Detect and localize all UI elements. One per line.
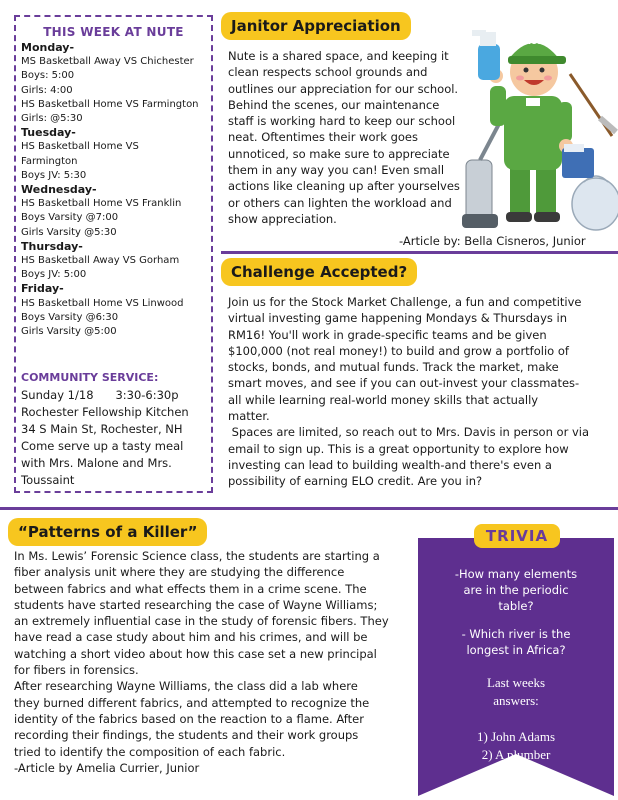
article-line: for fibers in forensics. bbox=[14, 663, 139, 678]
community-line: Rochester Fellowship Kitchen bbox=[21, 405, 189, 419]
schedule-day: Wednesday- bbox=[21, 183, 97, 197]
article-line: have read a case study about him and his crimes, and will be bbox=[14, 630, 368, 645]
cap-clean-text: Clean bbox=[520, 35, 550, 47]
article-line: $100,000 (not real money!) to build and grow a portfolio of bbox=[228, 343, 569, 358]
schedule-line: Boys JV: 5:00 bbox=[21, 269, 87, 281]
article-line: identity of the fabrics based on the reaction to a flame. After bbox=[14, 711, 364, 726]
article-line: virtual investing game happening Mondays & Thursdays in bbox=[228, 311, 568, 326]
community-line: 34 S Main St, Rochester, NH bbox=[21, 422, 183, 436]
janitor-title: Janitor Appreciation bbox=[221, 12, 411, 40]
article-line: investing can lead to building wealth-and there's even a bbox=[228, 457, 552, 472]
article-line: clean respects school grounds and bbox=[228, 65, 428, 80]
janitor-byline: -Article by: Bella Cisneros, Junior bbox=[399, 234, 586, 248]
challenge-article-text bbox=[228, 294, 614, 490]
trivia-title: TRIVIA bbox=[474, 524, 560, 548]
article-line: Behind the scenes, our maintenance bbox=[228, 97, 440, 112]
article-line: Spaces are limited, so reach out to Mrs. Davis in person or via bbox=[228, 425, 590, 440]
schedule-day: Friday- bbox=[21, 282, 64, 296]
article-line: watching a short video about how this case set a new principal bbox=[14, 646, 377, 661]
trivia-panel bbox=[418, 518, 614, 796]
last-weeks-answers bbox=[434, 728, 598, 764]
schedule-line: Girls Varsity @5:00 bbox=[21, 326, 117, 338]
trivia-line: answers: bbox=[493, 693, 539, 708]
article-line: unnoticed, so make sure to appreciate bbox=[228, 146, 450, 161]
community-line: Toussaint bbox=[21, 473, 75, 487]
schedule-line: HS Basketball Away VS Gorham bbox=[21, 255, 180, 267]
janitor-illustration bbox=[460, 14, 618, 232]
article-line: tried to identify the composition of each fabric. bbox=[14, 744, 286, 759]
schedule-line: Boys JV: 5:30 bbox=[21, 169, 87, 181]
schedule-list bbox=[21, 41, 211, 339]
schedule-line: HS Basketball Home VS bbox=[21, 141, 139, 153]
article-line: outlines our appreciation for our school. bbox=[228, 81, 459, 96]
schedule-line: Boys Varsity @6:30 bbox=[21, 311, 119, 323]
divider-line bbox=[0, 507, 618, 510]
article-line: an extremely influential case in the study of forensic fibers. They bbox=[14, 614, 389, 629]
community-line: with Mrs. Malone and Mrs. bbox=[21, 456, 172, 470]
this-week-sidebar bbox=[14, 15, 213, 493]
trivia-line: -How many elements bbox=[454, 567, 578, 581]
trivia-line: - Which river is the bbox=[461, 627, 571, 641]
schedule-line: HS Basketball Home VS Linwood bbox=[21, 297, 184, 309]
community-service-details bbox=[21, 387, 211, 489]
article-line: students have started researching the case of Wayne Williams; bbox=[14, 597, 378, 612]
article-line: In Ms. Lewis’ Forensic Science class, the students are starting a bbox=[14, 549, 380, 563]
article-line: fiber analysis unit where they are studying the difference bbox=[14, 565, 345, 580]
article-line: show appreciation. bbox=[228, 211, 337, 226]
article-line: they burned different fabrics, and attempted to recognize the bbox=[14, 695, 370, 710]
trivia-question-2 bbox=[434, 626, 598, 658]
schedule-line: Farmington bbox=[21, 155, 78, 167]
patterns-article-text bbox=[14, 548, 406, 776]
janitor-article-text bbox=[228, 48, 468, 227]
article-line: between fabrics and what effects them in a crime scene. The bbox=[14, 581, 367, 596]
article-line: stocks, bonds, and mutual funds. Track the market, make bbox=[228, 360, 559, 375]
trivia-answer: 1) John Adams bbox=[477, 729, 555, 744]
trivia-answer: 2) A plumber bbox=[481, 747, 551, 762]
article-line: or others can lighten the workload and bbox=[228, 195, 452, 210]
article-line: After researching Wayne Williams, the class did a lab where bbox=[14, 679, 358, 694]
community-service bbox=[21, 371, 211, 489]
article-line: Join us for the Stock Market Challenge, a fun and competitive bbox=[228, 295, 582, 309]
trivia-line: Last weeks bbox=[486, 675, 546, 690]
community-line: Sunday 1/18 3:30-6:30p bbox=[21, 388, 179, 402]
trivia-question-1 bbox=[434, 566, 598, 614]
schedule-line: Boys: 5:00 bbox=[21, 70, 75, 82]
schedule-line: HS Basketball Home VS Franklin bbox=[21, 198, 182, 210]
schedule-line: Girls Varsity @5:30 bbox=[21, 226, 117, 238]
schedule-line: MS Basketball Away VS Chichester bbox=[21, 56, 194, 68]
schedule-day: Monday- bbox=[21, 41, 75, 54]
article-line: recording their findings, the students and their work groups bbox=[14, 728, 359, 743]
divider-line bbox=[221, 251, 618, 254]
trivia-line: are in the periodic bbox=[463, 583, 569, 597]
article-line: Nute is a shared space, and keeping it bbox=[228, 49, 449, 63]
trivia-line: table? bbox=[498, 599, 534, 613]
community-line: Come serve up a tasty meal bbox=[21, 439, 184, 453]
article-line: -Article by Amelia Currier, Junior bbox=[14, 760, 200, 775]
article-line: matter. bbox=[228, 409, 270, 424]
article-line: RM16! You'll work in grade-specific teams and be given bbox=[228, 327, 547, 342]
last-weeks-label bbox=[434, 674, 598, 710]
schedule-line: HS Basketball Home VS Farmington bbox=[21, 98, 199, 110]
article-line: neat. Oftentimes their work goes bbox=[228, 130, 418, 145]
community-service-title: COMMUNITY SERVICE: bbox=[21, 371, 159, 384]
article-line: staff is working hard to keep our school bbox=[228, 114, 456, 129]
schedule-day: Tuesday- bbox=[21, 126, 76, 140]
patterns-title: “Patterns of a Killer” bbox=[8, 518, 207, 546]
schedule-day: Thursday- bbox=[21, 239, 83, 253]
trivia-line: longest in Africa? bbox=[466, 643, 566, 657]
schedule-line: Girls: 4:00 bbox=[21, 84, 73, 96]
sidebar-title: THIS WEEK AT NUTE bbox=[43, 25, 184, 39]
article-line: possibility of earning ELO credit. Are you in? bbox=[228, 474, 483, 489]
article-line: actions like cleaning up after yourselves bbox=[228, 179, 460, 194]
article-line: smart moves, and see if you can out-invest your classmates- bbox=[228, 376, 580, 391]
article-line: them in any way you can! Even small bbox=[228, 163, 445, 178]
schedule-line: Girls: @5:30 bbox=[21, 113, 83, 125]
schedule-line: Boys Varsity @7:00 bbox=[21, 212, 119, 224]
article-line: all while learning real-world money skills that actually bbox=[228, 392, 539, 407]
challenge-title: Challenge Accepted? bbox=[221, 258, 417, 286]
article-line: email to sign up. This is a great opportunity to explore how bbox=[228, 441, 569, 456]
